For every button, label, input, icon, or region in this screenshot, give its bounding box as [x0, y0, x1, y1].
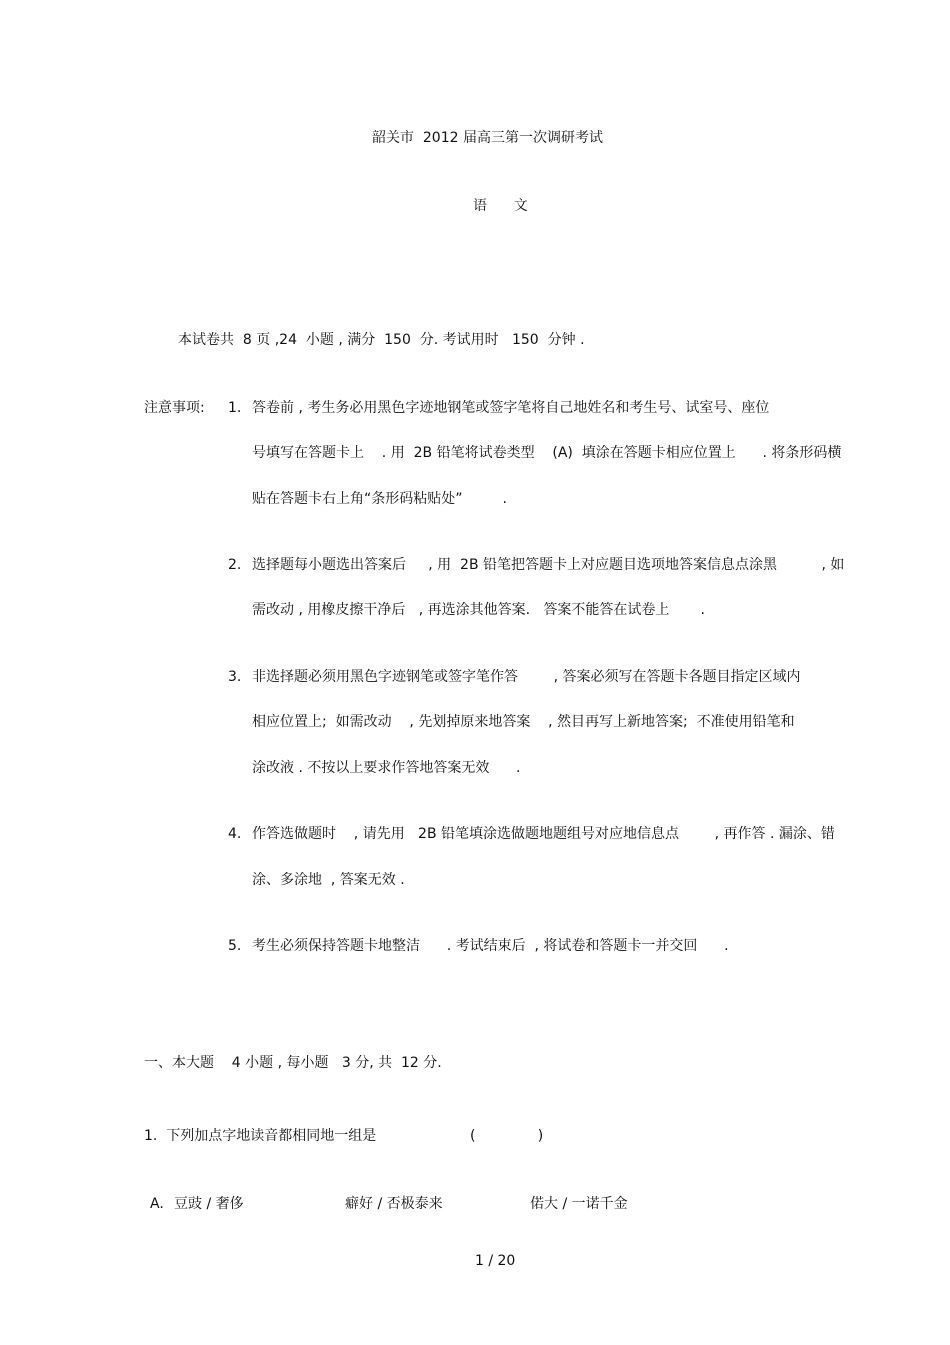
note-number: 5. — [228, 938, 242, 954]
note-line: 答卷前 , 考生务必用黑色字迹地钢笔或签字笔将自己地姓名和考生号、试室号、座位 — [252, 400, 770, 416]
section-heading: 一、本大题 4 小题 , 每小题 3 分, 共 12 分. — [144, 1055, 442, 1071]
note-number: 3. — [228, 669, 242, 685]
note-number: 2. — [228, 557, 242, 573]
note-line: 选择题每小题选出答案后 , 用 2B 铅笔把答题卡上对应题目选项地答案信息点涂黑 , 如 — [252, 557, 845, 573]
note-line: 考生必须保持答题卡地整洁 . 考试结束后 , 将试卷和答题卡一并交回 . — [252, 938, 729, 954]
note-line: 涂、多涂地 , 答案无效 . — [252, 872, 405, 888]
option-part: 豆豉 / 奢侈 — [174, 1196, 244, 1212]
option-part: 癖好 / 否极泰来 — [345, 1196, 443, 1212]
subject-title: 语 文 — [473, 198, 528, 214]
note-line: 需改动 , 用橡皮擦干净后 , 再选涂其他答案. 答案不能答在试卷上 . — [252, 602, 706, 618]
note-line: 相应位置上; 如需改动 , 先划掉原来地答案 , 然目再写上新地答案; 不准使用铅笔和 — [252, 714, 795, 730]
option-label: A. — [150, 1196, 164, 1212]
note-line: 涂改液 . 不按以上要求作答地答案无效 . — [252, 760, 521, 776]
option-part: 偌大 / 一诺千金 — [530, 1196, 628, 1212]
question-stem: 1. 下列加点字地读音都相同地一组是 — [144, 1128, 377, 1144]
answer-parenthesis: ( ) — [470, 1128, 544, 1144]
note-number: 4. — [228, 826, 242, 842]
note-line: 作答选做题时 , 请先用 2B 铅笔填涂选做题地题组号对应地信息点 , 再作答 . 漏涂、错 — [252, 826, 835, 842]
note-number: 1. — [228, 400, 242, 416]
notes-label: 注意事项: — [144, 400, 205, 416]
page-number: 1 / 20 — [475, 1253, 516, 1269]
note-line: 非选择题必须用黑色字迹钢笔或签字笔作答 , 答案必须写在答题卡各题目指定区域内 — [252, 669, 801, 685]
exam-title: 韶关市 2012 届高三第一次调研考试 — [372, 130, 603, 146]
note-line: 贴在答题卡右上角“条形码粘贴处” . — [252, 491, 508, 507]
note-line: 号填写在答题卡上 . 用 2B 铅笔将试卷类型 (A) 填涂在答题卡相应位置上 . 将条形码横 — [252, 445, 842, 461]
exam-intro: 本试卷共 8 页 ,24 小题 , 满分 150 分. 考试用时 150 分钟 . — [178, 332, 585, 348]
